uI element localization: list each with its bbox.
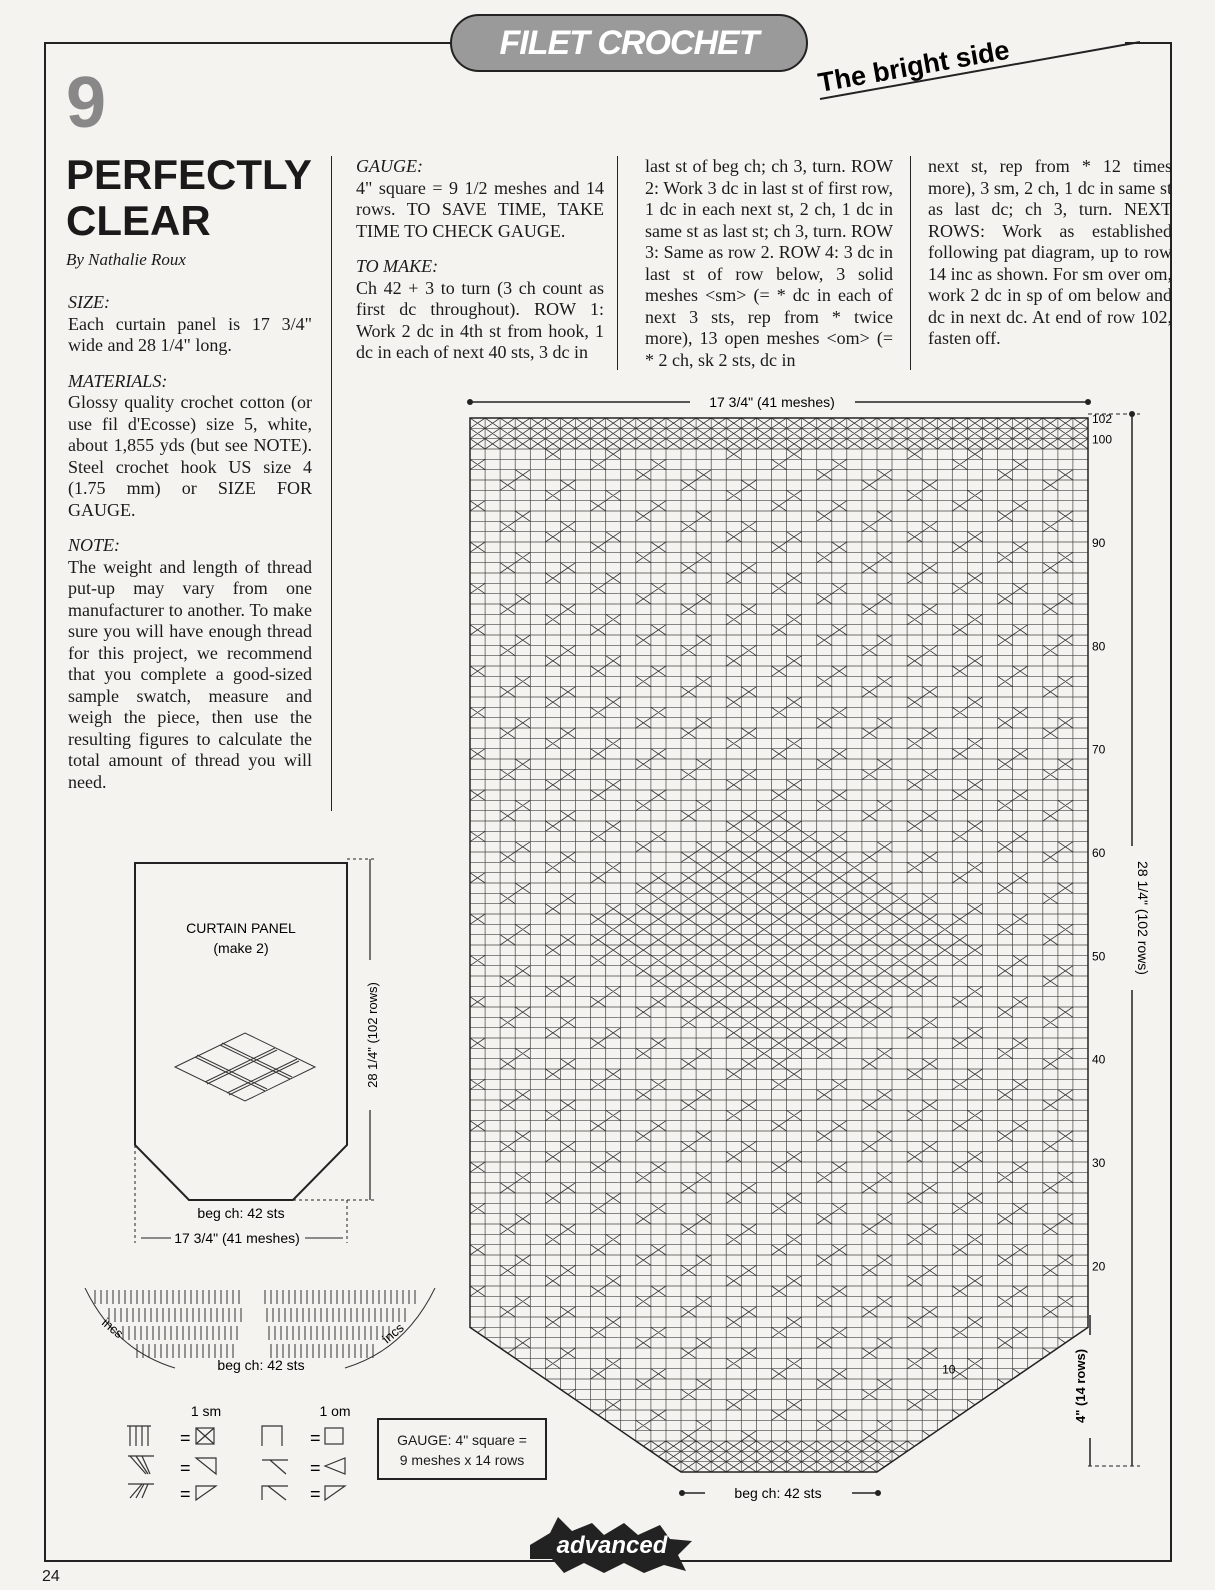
difficulty-badge (520, 1515, 700, 1575)
note-section (68, 535, 312, 793)
row-number-label: 80 (1092, 639, 1106, 654)
incs-left-label: incs (99, 1314, 127, 1342)
to-make-text-1: Ch 42 + 3 to turn (3 ch count as first dc throughout). ROW 1: Work 2 dc in 4th st from hook, 1 dc in each of next 40 sts, 3 dc in (356, 277, 604, 362)
window-pane-icon (175, 1033, 315, 1101)
frame-top-left (44, 42, 452, 44)
panel-subtitle: (make 2) (213, 940, 269, 956)
legend-eq-5: = (180, 1484, 191, 1504)
banner-label: FILET CROCHET (499, 24, 759, 62)
chart-bottom-height-label: 4" (14 rows) (1073, 1348, 1088, 1424)
stitch-marks (95, 1290, 415, 1358)
size-heading: SIZE: (68, 292, 110, 312)
legend-om-label: 1 om (319, 1403, 351, 1419)
column-divider-3 (910, 156, 911, 370)
legend-eq-1: = (180, 1428, 191, 1448)
left-text-column (68, 292, 312, 807)
stitch-beg-label: beg ch: 42 sts (217, 1357, 305, 1373)
chart-width-label: 17 3/4" (41 meshes) (709, 394, 835, 410)
legend-eq-2: = (310, 1428, 321, 1448)
to-make-section (356, 256, 604, 364)
chart-grid (470, 418, 1088, 1472)
chart-beg-label: beg ch: 42 sts (734, 1485, 822, 1501)
note-text: The weight and length of thread put-up may vary from one manufacturer to another. To make sure you will have enough thread for this project, we recommend that you complete a good-sized sample swatch, measure and weigh the piece, then use the resulting figures to calculate the total amount of thread you will need. (68, 556, 312, 792)
instructions-column-3 (928, 156, 1172, 350)
panel-height-label: 28 1/4" (102 rows) (365, 982, 380, 1088)
stitch-diagram (75, 1280, 445, 1390)
materials-text: Glossy quality crochet cotton (or use fil d'Ecosse) size 5, white, about 1,855 yds (but see NOTE). Steel crochet hook US size 4 (1.75 mm) or SIZE FOR GAUGE. (68, 392, 312, 520)
page-number: 24 (42, 1568, 60, 1585)
pattern-title (66, 152, 326, 244)
legend-eq-4: = (310, 1458, 321, 1478)
section-banner (450, 14, 808, 72)
incs-right-label: incs (379, 1319, 407, 1347)
panel-beg-label: beg ch: 42 sts (197, 1205, 285, 1221)
row-number-label: 40 (1092, 1052, 1106, 1067)
row-number-label: 30 (1092, 1156, 1106, 1170)
title-line-1: PERFECTLY (66, 151, 312, 198)
curtain-panel-schematic (125, 855, 395, 1250)
instructions-column-1 (356, 156, 604, 378)
filet-chart (470, 412, 1113, 1472)
to-make-heading: TO MAKE: (356, 256, 439, 276)
panel-title: CURTAIN PANEL (186, 920, 296, 936)
row-number-label: 20 (1092, 1259, 1106, 1274)
column-divider-2 (617, 156, 618, 370)
bright-side-text: The bright side (815, 34, 1012, 98)
gauge-heading: GAUGE: (356, 156, 423, 176)
row-number-label: 100 (1092, 432, 1113, 447)
row-number-label: 60 (1092, 846, 1106, 860)
gauge-box-line-1: GAUGE: 4" square = (397, 1432, 527, 1448)
to-make-text-3: next st, rep from * 12 times more), 3 sm, 2 ch, 1 dc in same st as last dc; ch 3, turn. NEXT ROWS: Work as established following pat diagram, up to row 14 inc as shown. For sm over om, work 2 dc in sp of om below and dc in next dc. At end of row 102, fasten off. (928, 156, 1172, 348)
byline: By Nathalie Roux (66, 250, 186, 269)
size-section (68, 292, 312, 357)
chart-height-label: 28 1/4" (102 rows) (1135, 861, 1151, 975)
size-text: Each curtain panel is 17 3/4" wide and 28 1/4" long. (68, 313, 312, 355)
materials-heading: MATERIALS: (68, 370, 168, 391)
gauge-section (356, 156, 604, 242)
bright-side-tagline (815, 24, 1140, 104)
stitch-legend (120, 1400, 360, 1510)
row-number-label: 10 (942, 1362, 956, 1377)
panel-outline (135, 863, 347, 1200)
instructions-column-2 (645, 156, 893, 371)
row-number-label: 102 (1092, 412, 1113, 426)
legend-eq-3: = (180, 1458, 191, 1478)
gauge-text: 4" square = 9 1/2 meshes and 14 rows. TO SAVE TIME, TAKE TIME TO CHECK GAUGE. (356, 177, 604, 241)
note-heading: NOTE: (68, 535, 121, 555)
pattern-number: 9 (66, 63, 107, 143)
legend-sm-label: 1 sm (190, 1403, 222, 1419)
panel-width-label: 17 3/4" (41 meshes) (174, 1230, 300, 1246)
column-divider-1 (331, 156, 332, 811)
gauge-box-line-2: 9 meshes x 14 rows (399, 1452, 525, 1468)
row-number-label: 50 (1092, 949, 1106, 964)
to-make-text-2: last st of beg ch; ch 3, turn. ROW 2: Work 3 dc in last st of first row, 1 dc in each next st, 2 ch, 1 dc in same st as last st; ch 3, turn. ROW 3: Same as row 2. ROW 4: 3 dc in last st of row below, 3 solid meshes <sm> (= * dc in each of next 3 sts, rep from * twice more), 13 open meshes <om> (= * 2 ch, sk 2 sts, dc in (645, 156, 893, 370)
legend-eq-6: = (310, 1484, 321, 1504)
difficulty-label: advanced (556, 1532, 668, 1559)
gauge-box (377, 1418, 547, 1480)
row-number-label: 70 (1092, 742, 1106, 757)
title-line-2: CLEAR (66, 197, 211, 244)
row-number-label: 90 (1092, 536, 1106, 550)
materials-section (68, 371, 312, 522)
